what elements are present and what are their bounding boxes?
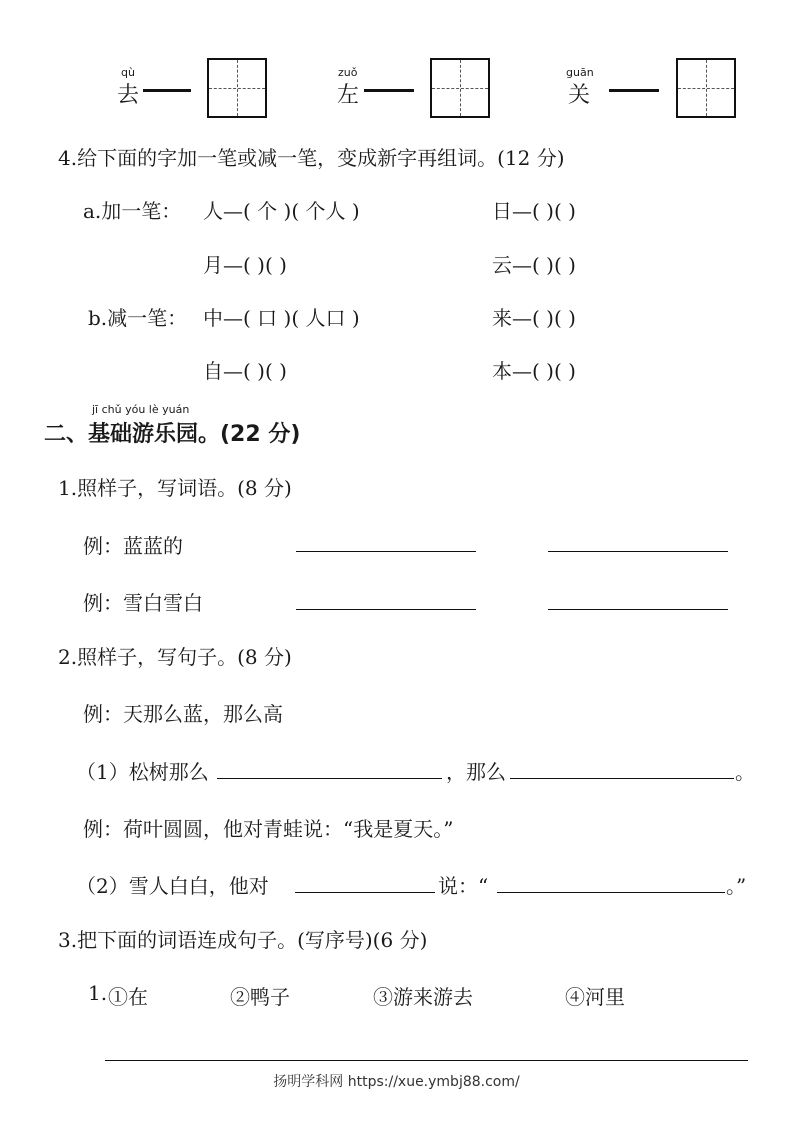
connector-line <box>609 89 659 92</box>
answer-blank[interactable] <box>296 551 476 552</box>
s3-title: 3.把下面的词语连成句子。(写序号)(6 分) <box>58 928 428 952</box>
s3-word-3: ③游来游去 <box>373 985 473 1009</box>
pinyin-zuo: zuǒ <box>338 66 358 79</box>
writing-grid-1[interactable] <box>207 58 267 118</box>
q4-b-label: b.减一笔： <box>88 306 188 330</box>
s3-word-1: ①在 <box>108 985 148 1009</box>
q4-row-2-left[interactable]: 月—( )( ) <box>203 253 287 277</box>
writing-grid-3[interactable] <box>676 58 736 118</box>
s2-item-1-mid: ，那么 <box>446 760 506 784</box>
answer-blank[interactable] <box>217 778 442 779</box>
answer-blank[interactable] <box>296 609 476 610</box>
q4-title: 4.给下面的字加一笔或减一笔，变成新字再组词。(12 分) <box>58 146 565 170</box>
answer-blank[interactable] <box>548 551 728 552</box>
q4-row-2-right[interactable]: 云—( )( ) <box>492 253 576 277</box>
q4-a-label: a.加一笔： <box>83 199 182 223</box>
s1-title: 1.照样子，写词语。(8 分) <box>58 476 292 500</box>
s2-item-2-start: （2）雪人白白，他对 <box>76 874 269 898</box>
connector-line <box>143 89 191 92</box>
char-zuo: 左 <box>337 83 360 108</box>
s1-example-1: 例：蓝蓝的 <box>83 534 183 558</box>
section2-title: 二、基础游乐园。(22 分) <box>44 422 301 447</box>
char-qu: 去 <box>117 83 140 108</box>
q4-row-3-right[interactable]: 来—( )( ) <box>492 306 576 330</box>
s2-item-1-start: （1）松树那么 <box>76 760 209 784</box>
q4-row-1-left[interactable]: 人—( 个 )( 个人 ) <box>203 199 360 223</box>
section2-pinyin: jī chǔ yóu lè yuán <box>92 403 190 416</box>
connector-line <box>364 89 414 92</box>
char-guan: 关 <box>568 83 591 108</box>
s2-example-1: 例：天那么蓝，那么高 <box>83 702 283 726</box>
s2-example-2: 例：荷叶圆圆，他对青蛙说：“我是夏天。” <box>83 817 454 841</box>
pinyin-guan: guān <box>566 66 594 79</box>
s3-number: 1. <box>88 981 108 1005</box>
s2-title: 2.照样子，写句子。(8 分) <box>58 645 292 669</box>
s1-example-2: 例：雪白雪白 <box>83 591 203 615</box>
answer-blank[interactable] <box>510 778 734 779</box>
answer-blank[interactable] <box>295 892 435 893</box>
s2-item-2-end: 。” <box>726 874 747 898</box>
footer-divider <box>105 1060 748 1061</box>
q4-row-1-right[interactable]: 日—( )( ) <box>492 199 576 223</box>
s3-word-2: ②鸭子 <box>230 985 290 1009</box>
footer-text[interactable]: 扬明学科网 https://xue.ymbj88.com/ <box>273 1074 520 1090</box>
q4-row-3-left[interactable]: 中—( 口 )( 人口 ) <box>203 306 360 330</box>
s3-word-4: ④河里 <box>565 985 625 1009</box>
writing-grid-2[interactable] <box>430 58 490 118</box>
s2-item-1-end: 。 <box>735 760 755 784</box>
answer-blank[interactable] <box>497 892 725 893</box>
pinyin-qu: qù <box>121 66 135 79</box>
answer-blank[interactable] <box>548 609 728 610</box>
q4-row-4-left[interactable]: 自—( )( ) <box>203 359 287 383</box>
q4-row-4-right[interactable]: 本—( )( ) <box>492 359 576 383</box>
s2-item-2-mid: 说：“ <box>438 874 489 898</box>
